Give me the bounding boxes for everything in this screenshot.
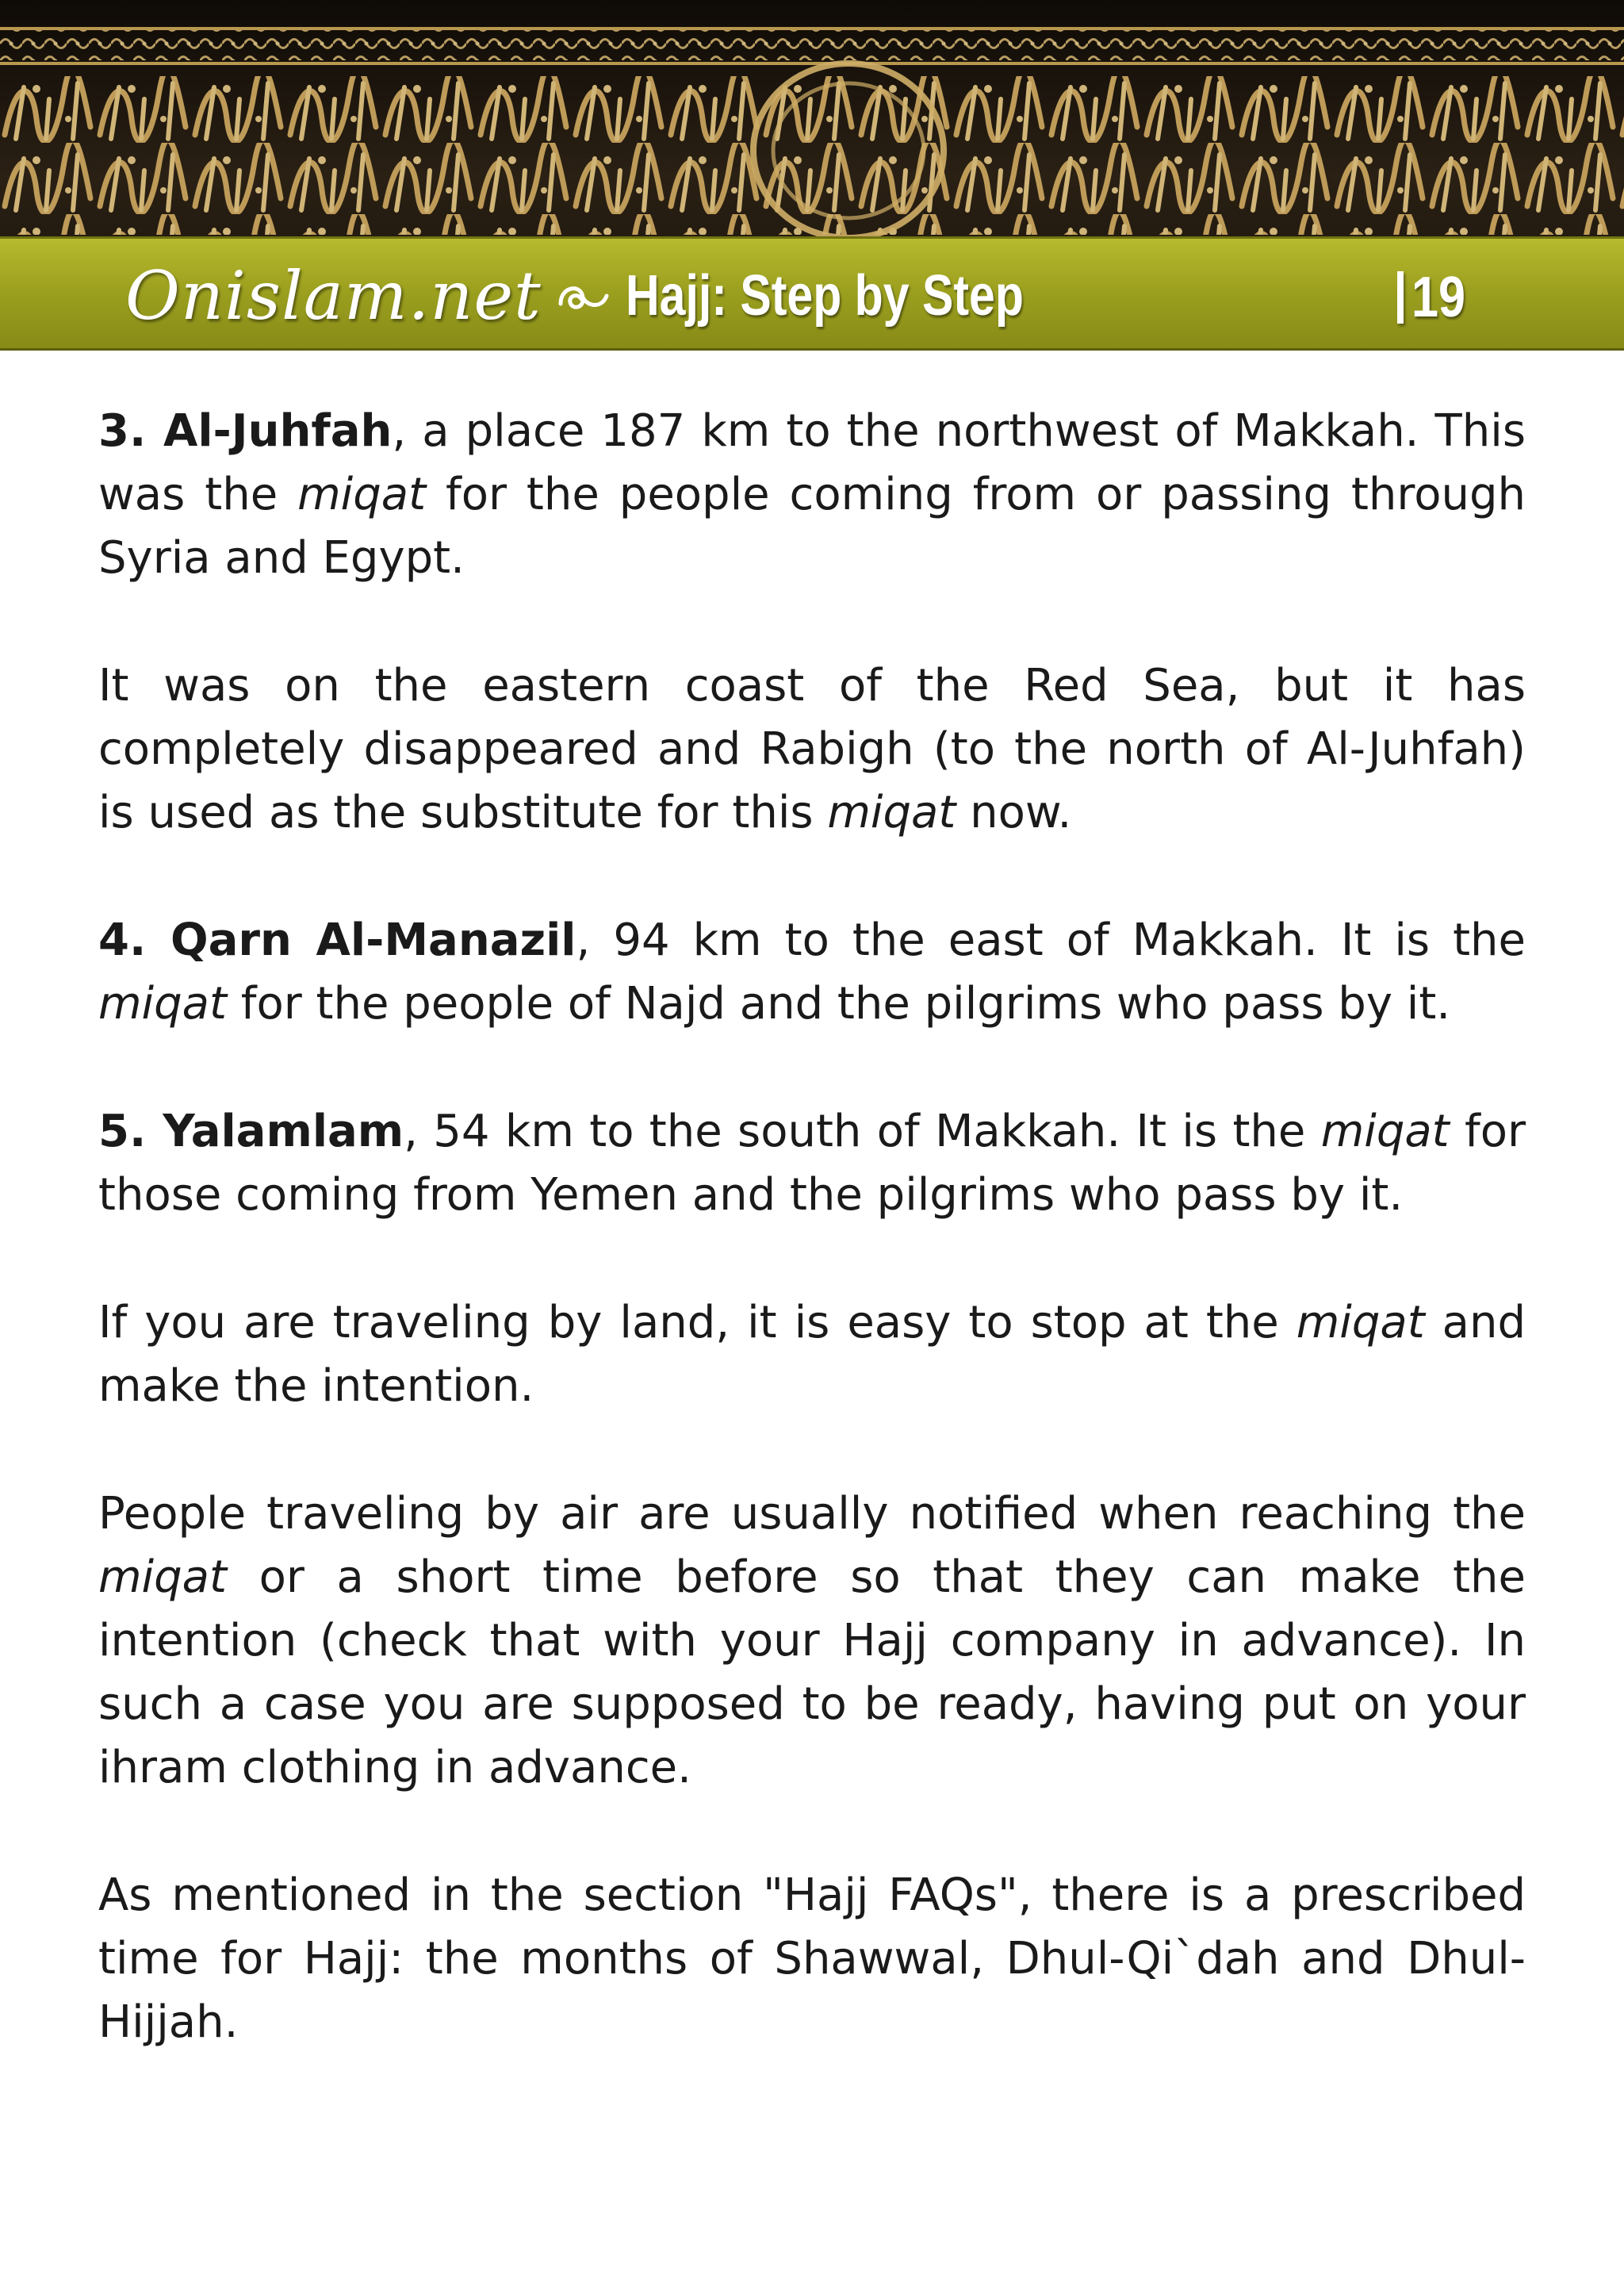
paragraph-qarn-al-manazil xyxy=(98,909,1526,1036)
paragraph-text: It was on the eastern coast of the Red Sea, but it has completely disappeared and Rabigh (to the north of Al-Juhfah) is used as the substitute for this xyxy=(98,660,1526,838)
paragraph-text: for the people coming from or passing through Syria and Egypt. xyxy=(98,469,1526,584)
paragraph-text: As mentioned in the section "Hajj FAQs", there is a prescribed time for Hajj: the months of Shawwal, Dhul-Qi`dah and Dhul-Hijjah. xyxy=(98,1869,1526,2048)
page-number: 19 xyxy=(1411,266,1466,329)
page-number-block xyxy=(1397,263,1475,332)
paragraph-text: If you are traveling by land, it is easy to stop at the xyxy=(98,1297,1297,1348)
paragraph-text: for the people of Najd and the pilgrims who pass by it. xyxy=(226,978,1451,1030)
emphasis-term: miqat xyxy=(1296,1297,1425,1348)
emphasis-term: miqat xyxy=(98,978,227,1030)
paragraph-text: , 54 km to the south of Makkah. It is the xyxy=(404,1106,1321,1157)
paragraph-text: and make the intention. xyxy=(98,1297,1526,1412)
page-body xyxy=(98,400,1526,2119)
emphasis-term: miqat xyxy=(297,469,427,520)
emphasis-term: miqat xyxy=(1320,1106,1450,1157)
header-brand xyxy=(125,252,1111,339)
page-number-divider xyxy=(1397,271,1404,324)
paragraph-lead: 5. Yalamlam xyxy=(98,1106,404,1157)
brand-logo-text: Onislam.net xyxy=(125,257,542,335)
header-title: Hajj: Step by Step xyxy=(625,264,1024,328)
paragraph-text: or a short time before so that they can make the intention (check that with your Hajj company in advance). In such a case you are supposed to be ready, having put on your ihram clothing in advance. xyxy=(98,1551,1526,1793)
paragraph-text: , a place 187 km to the northwest of Makkah. This was the xyxy=(98,405,1526,520)
paragraph-yalamlam xyxy=(98,1100,1526,1227)
paragraph-text: now. xyxy=(956,787,1072,838)
paragraph-land-travel xyxy=(98,1291,1526,1418)
paragraph-lead: 3. Al-Juhfah xyxy=(98,405,393,457)
paragraph-red-sea xyxy=(98,654,1526,845)
paragraph-text: , 94 km to the east of Makkah. It is the xyxy=(576,915,1526,966)
paragraph-lead: 4. Qarn Al-Manazil xyxy=(98,915,576,966)
paragraph-hajj-time xyxy=(98,1864,1526,2054)
emphasis-term: miqat xyxy=(827,787,956,838)
paragraph-text: for those coming from Yemen and the pilgrims who pass by it. xyxy=(98,1106,1526,1221)
paragraph-air-travel xyxy=(98,1482,1526,1800)
paragraph-al-juhfah xyxy=(98,400,1526,590)
page-header-banner xyxy=(0,0,1624,351)
emphasis-term: miqat xyxy=(98,1551,227,1603)
ornament-swirl-icon xyxy=(556,272,611,320)
paragraph-text: People traveling by air are usually notified when reaching the xyxy=(98,1488,1526,1540)
